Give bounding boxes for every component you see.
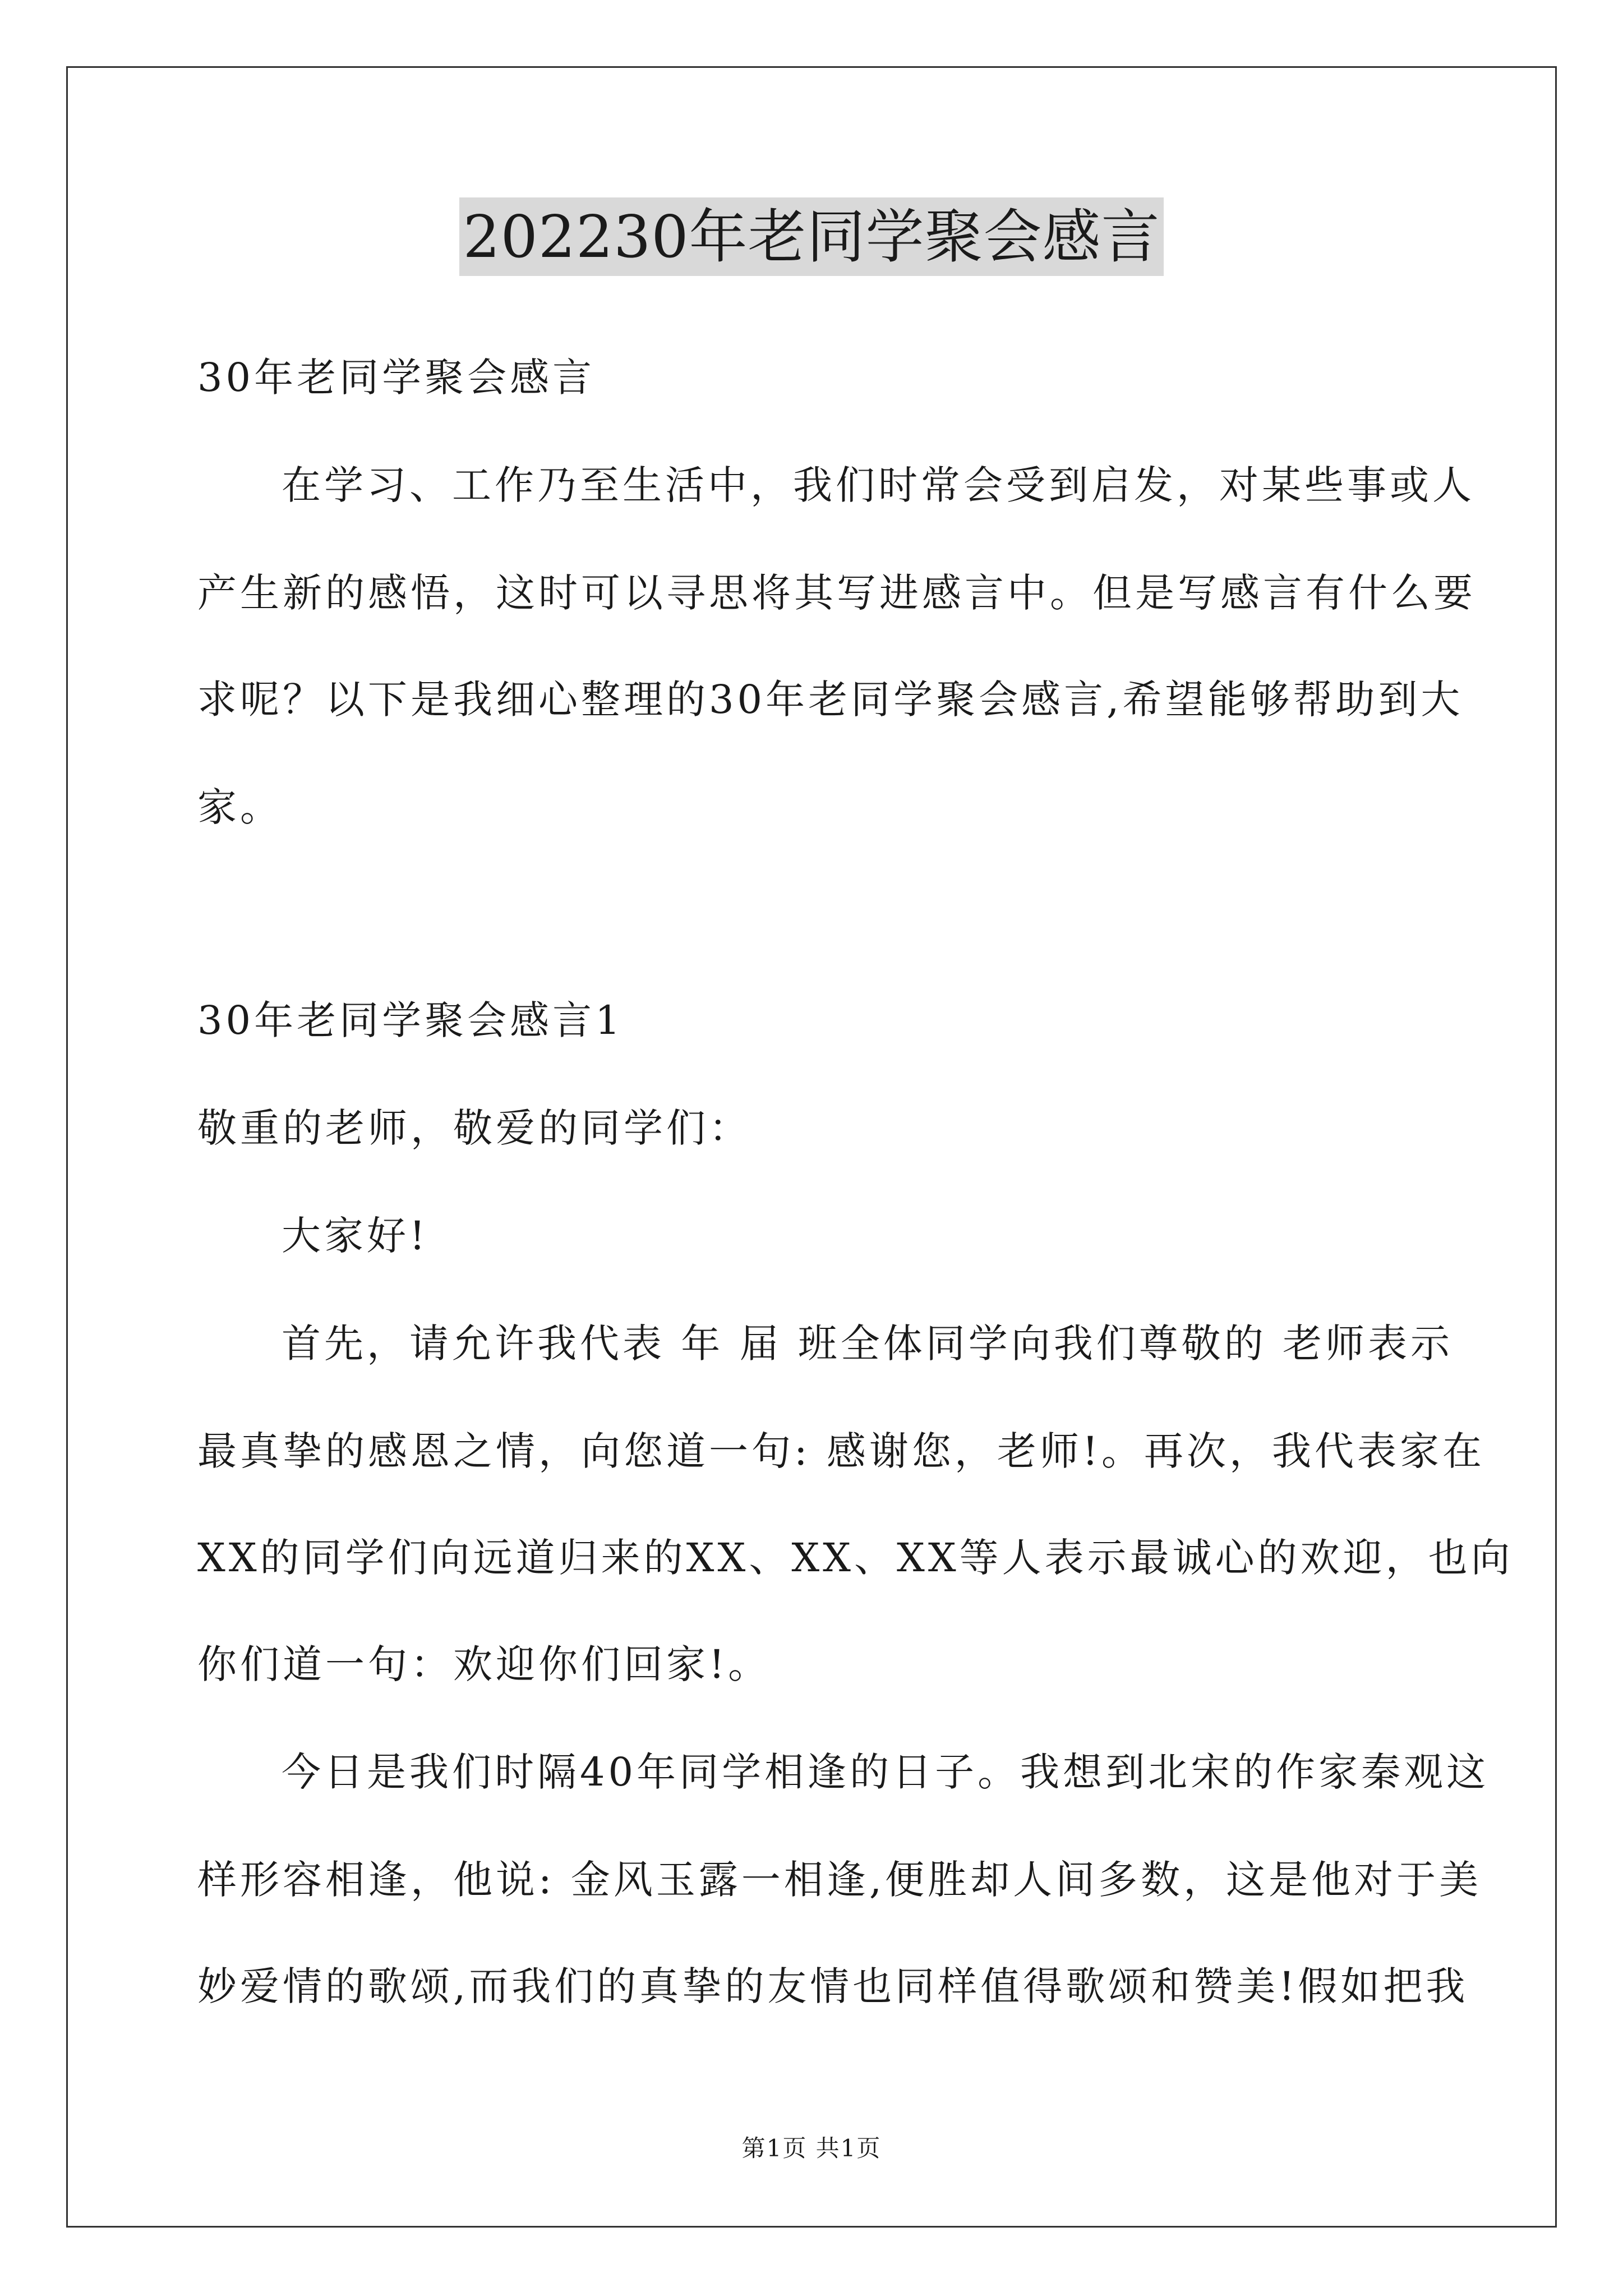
subtitle-line: 30年老同学聚会感言 <box>197 355 596 401</box>
paragraph-line: 样形容相逢，他说: 金风玉露一相逢,便胜却人间多数，这是他对于美 <box>197 1857 1482 1903</box>
page-number-footer: 第1页 共1页 <box>741 2134 882 2162</box>
paragraph-line: 首先，请允许我代表 年 届 班全体同学向我们尊敬的 老师表示 <box>282 1320 1454 1366</box>
paragraph-line: 最真挚的感恩之情，向您道一句: 感谢您，老师!。再次，我代表家在 <box>197 1428 1485 1474</box>
paragraph-line: XX的同学们向远道归来的XX、XX、XX等人表示最诚心的欢迎，也向 <box>197 1535 1514 1581</box>
paragraph-line: 在学习、工作乃至生活中，我们时常会受到启发，对某些事或人 <box>282 462 1475 508</box>
paragraph-line: 产生新的感悟，这时可以寻思将其写进感言中。但是写感言有什么要 <box>197 570 1476 616</box>
paragraph-line: 今日是我们时隔40年同学相逢的日子。我想到北宋的作家秦观这 <box>282 1749 1490 1795</box>
title-container <box>0 197 1623 276</box>
paragraph-line: 妙爱情的歌颂,而我们的真挚的友情也同样值得歌颂和赞美!假如把我 <box>197 1963 1469 2009</box>
paragraph-line: 你们道一句：欢迎你们回家!。 <box>197 1641 771 1687</box>
document-title: 202230年老同学聚会感言 <box>459 197 1163 276</box>
greeting-line: 大家好! <box>282 1213 429 1259</box>
section-heading: 30年老同学聚会感言1 <box>197 997 624 1043</box>
paragraph-line: 家。 <box>197 784 283 830</box>
salutation-line: 敬重的老师，敬爱的同学们： <box>197 1105 751 1151</box>
paragraph-line: 求呢？以下是我细心整理的30年老同学聚会感言,希望能够帮助到大 <box>197 677 1464 723</box>
